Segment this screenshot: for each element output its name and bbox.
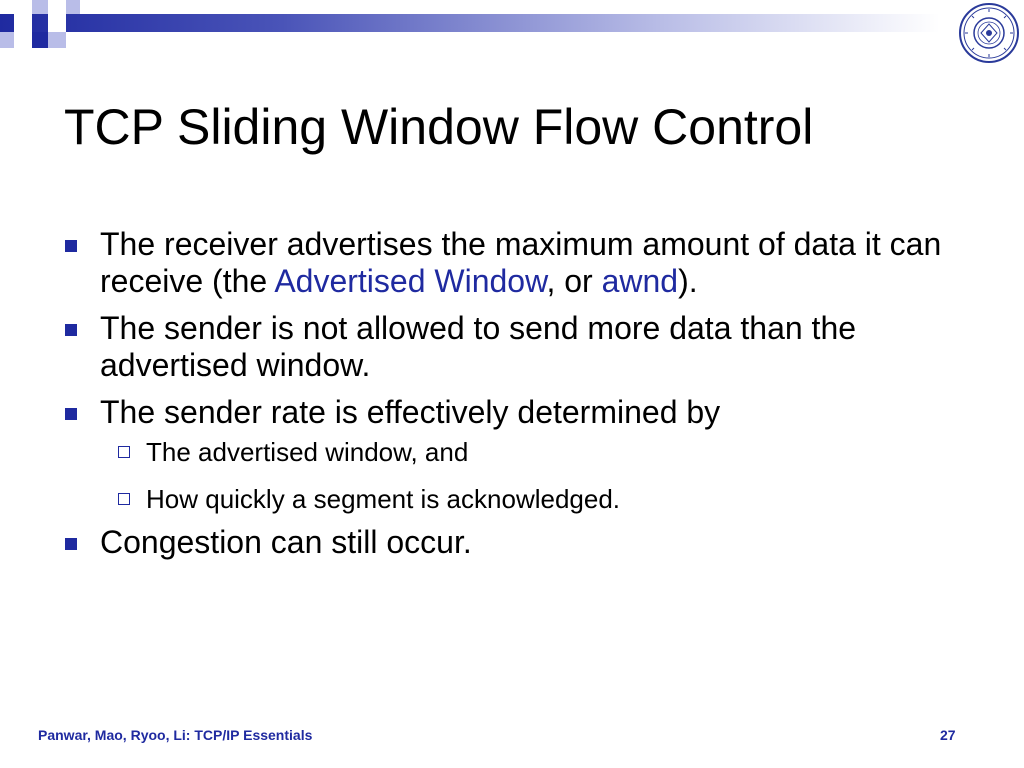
header-decor-square: [32, 0, 48, 14]
square-bullet-icon: [65, 408, 77, 420]
header-decor-square: [48, 14, 66, 32]
university-seal-icon: [958, 2, 1020, 64]
square-bullet-icon: [65, 538, 77, 550]
bullet-text: The receiver advertises the maximum amount of data it can receive (the Advertised Window, or awnd).: [100, 226, 942, 299]
square-bullet-icon: [65, 324, 77, 336]
bullet-item: [62, 226, 992, 300]
awnd-term: awnd: [601, 263, 679, 299]
page-number: 27: [940, 727, 956, 743]
header-decor-square: [48, 0, 66, 14]
header-decor-square: [0, 32, 14, 48]
hollow-square-bullet-icon: [118, 446, 130, 458]
bullet-text: Congestion can still occur.: [100, 524, 472, 560]
square-bullet-icon: [65, 240, 77, 252]
sub-bullet-text: The advertised window, and: [146, 437, 469, 467]
advertised-window-term: Advertised Window: [274, 263, 547, 299]
bullet-item: [62, 394, 992, 431]
header-decor-square: [32, 32, 48, 48]
sub-bullet-item: [62, 437, 992, 467]
header-gradient-bar: [0, 14, 940, 32]
hollow-square-bullet-icon: [118, 493, 130, 505]
header-decor-square: [14, 14, 32, 32]
header-decor-square: [66, 0, 80, 14]
header-decor-square: [48, 32, 66, 48]
bullet-item: [62, 524, 992, 561]
header-decor-square: [14, 32, 32, 48]
bullet-text: The sender is not allowed to send more data than the advertised window.: [100, 310, 857, 383]
sub-bullet-item: [62, 484, 992, 514]
header-decor-square: [14, 0, 32, 14]
slide-title: TCP Sliding Window Flow Control: [64, 99, 814, 155]
sub-bullet-text: How quickly a segment is acknowledged.: [146, 484, 621, 514]
bullet-text: The sender rate is effectively determined by: [100, 394, 721, 430]
slide-content: [62, 226, 992, 571]
footer-credit: Panwar, Mao, Ryoo, Li: TCP/IP Essentials: [38, 727, 313, 743]
bullet-item: [62, 310, 992, 384]
